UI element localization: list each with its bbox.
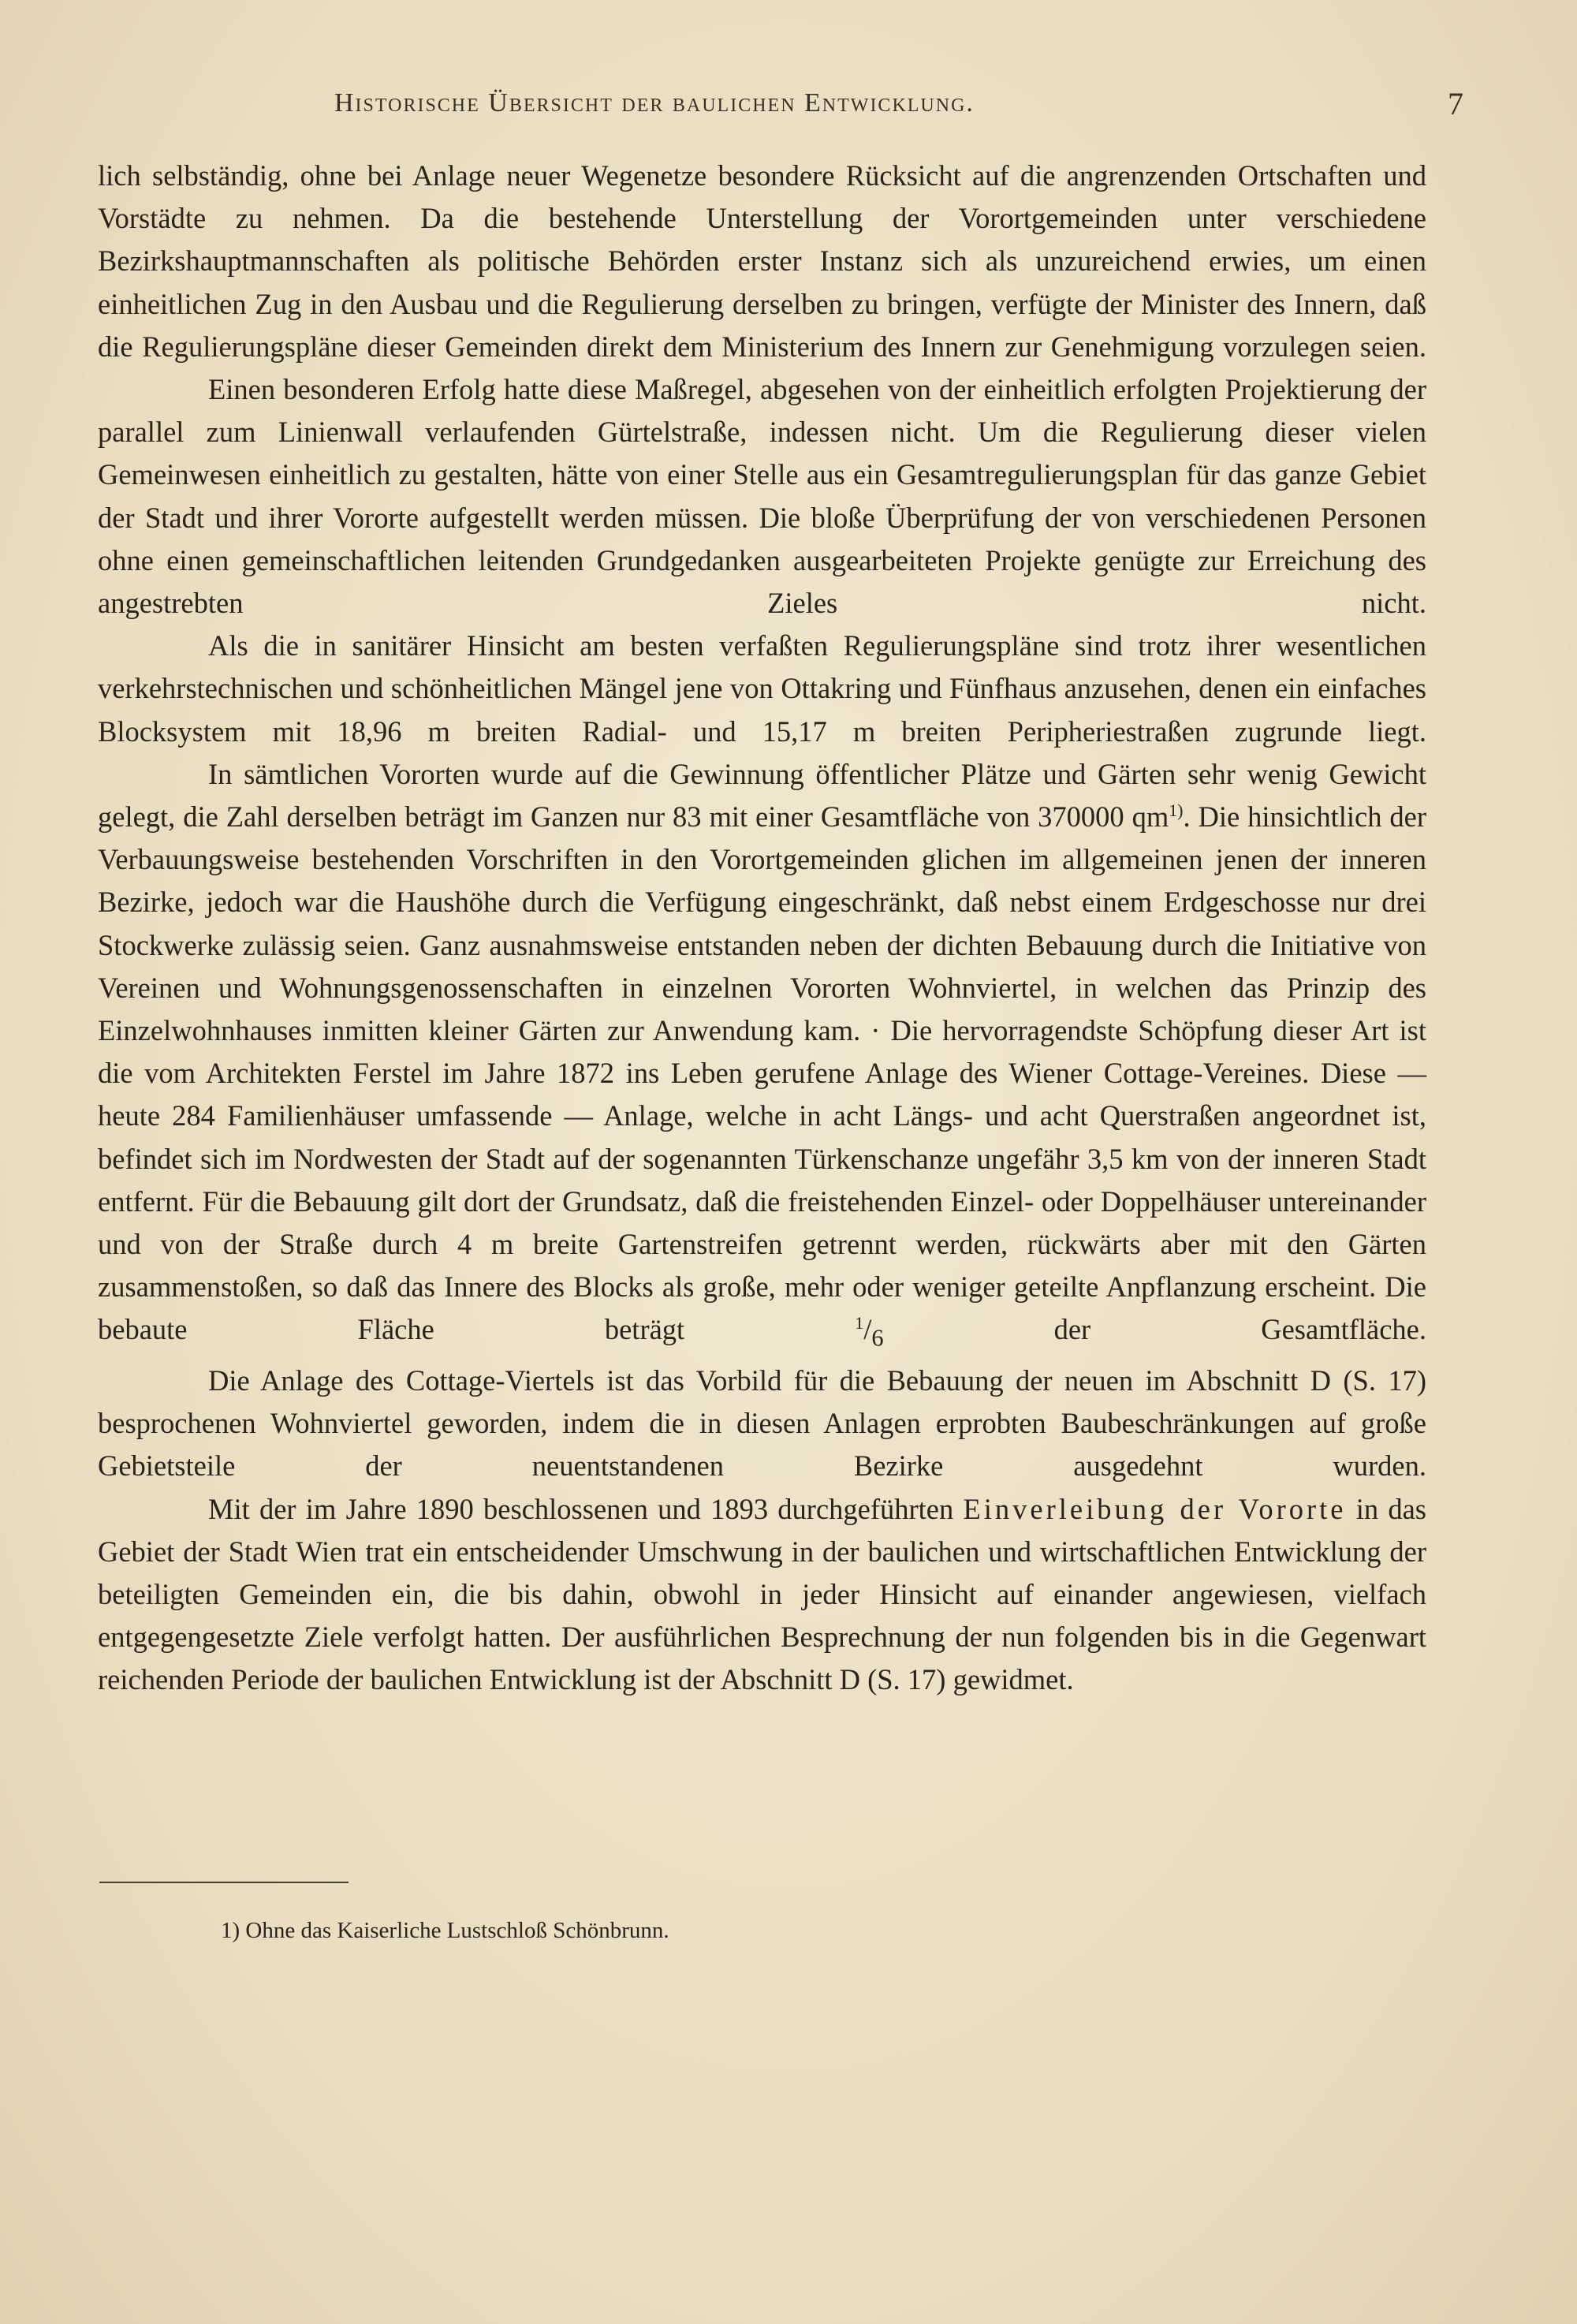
page-header — [98, 85, 1490, 132]
paragraph — [98, 1488, 1426, 1702]
paragraph-text: In sämtlichen Vororten wurde auf die Gewinnung öffentlicher Plätze und Gärten sehr wenig Gewicht gelegt, die Zahl derselben beträgt im Ganzen nur 83 mit einer Gesamtfläche von 370000 qm — [98, 757, 1426, 834]
paragraph-text: Die Anlage des Cottage-Viertels ist das Vorbild für die Bebauung der neuen im Abschnitt D (S. 17) besprochenen Wohnviertel geworden, indem die in diesen Anlagen erprobten Baubeschränkungen auf große Gebietsteile der neuentstandenen Bezirke ausgedehnt wurden. — [98, 1363, 1426, 1483]
fraction-denominator: 6 — [871, 1324, 884, 1352]
paragraph-text: lich selbständig, ohne bei Anlage neuer Wegenetze besondere Rücksicht auf die angrenzenden Ortschaften und Vorstädte zu nehmen. Da die bestehende Unterstellung der Vorortgemeinden unter verschiedene Bezirkshauptmannschaften als politische Behörden erster Instanz sich als unzureichend erwies, um einen einheitlichen Zug in den Ausbau und die Regulierung derselben zu bringen, verfügte der Minister des Innern, daß die Regulierungspläne dieser Gemeinden direkt dem Ministerium des Innern zur Genehmigung vorzulegen seien. — [98, 159, 1426, 363]
paragraph — [98, 155, 1426, 368]
body-text — [98, 155, 1426, 1702]
paragraph — [98, 368, 1426, 625]
paragraph-text: der Gesamtfläche. — [883, 1313, 1426, 1346]
paragraph-text: Einen besonderen Erfolg hatte diese Maßregel, abgesehen von der einheitlich erfolgten Projektierung der parallel zum Linienwall verlaufenden Gürtelstraße, indessen nicht. Um die Regulierung dieser vielen Gemeinwesen einheitlich zu gestalten, hätte von einer Stelle aus ein Gesamtregulierungsplan für das ganze Gebiet der Stadt und ihrer Vororte aufgestellt werden müssen. Die bloße Überprüfung der von verschiedenen Personen ohne einen gemeinschaftlichen leitenden Grundgedanken ausgearbeiteten Projekte genügte zur Erreichung des angestrebten Zieles nicht. — [98, 373, 1426, 620]
paragraph-text: in das Gebiet der Stadt Wien trat ein entscheidender Umschwung in der baulichen und wirtschaftlichen Entwicklung der beteiligten Gemeinden ein, die bis dahin, obwohl in jeder Hinsicht auf einander angewiesen, vielfach entgegengesetzte Ziele verfolgt hatten. Der ausführlichen Besprechnung der nun folgenden bis in die Gegenwart reichenden Periode der baulichen Entwicklung ist der Abschnitt D (S. 17) gewidmet. — [98, 1492, 1426, 1696]
footnote-reference: 1) — [1169, 800, 1184, 820]
running-head: Historische Übersicht der baulichen Entwicklung. — [334, 88, 975, 118]
footnote-text: Ohne das Kaiserliche Lustschloß Schönbrunn. — [245, 1918, 669, 1943]
paragraph — [98, 1360, 1426, 1488]
paragraph-text: Als die in sanitärer Hinsicht am besten verfaßten Regulierungspläne sind trotz ihrer wesentlichen verkehrstechnischen und schönheitlichen Mängel jene von Ottakring und Fünfhaus anzusehen, denen ein einfaches Blocksystem mit 18,96 m breiten Radial- und 15,17 m breiten Peripheriestraßen zugrunde liegt. — [98, 629, 1426, 748]
paragraph-text: Mit der im Jahre 1890 beschlossenen und 1893 durchgeführten — [208, 1492, 964, 1525]
fraction-numerator: 1 — [855, 1313, 864, 1334]
paragraph — [98, 625, 1426, 753]
footnote — [221, 1918, 669, 1944]
footnote-divider — [99, 1882, 349, 1883]
emphasized-text: Einverleibung der Vororte — [963, 1492, 1347, 1525]
page-number: 7 — [1448, 86, 1463, 121]
footnote-marker: 1) — [221, 1918, 240, 1943]
paragraph — [98, 753, 1426, 1360]
fraction: $^1/_6$ — [855, 1313, 884, 1352]
paragraph-text: . Die hinsichtlich der Verbauungsweise bestehenden Vorschriften in den Vorortgemeinden glichen im allgemeinen jenen der inneren Bezirke, jedoch war die Haushöhe durch die Verfügung eingeschränkt, daß nebst einem Erdgeschosse nur drei Stockwerke zulässig seien. Ganz ausnahmsweise entstanden neben der dichten Bebauung durch die Initiative von Vereinen und Wohnungsgenossenschaften in einzelnen Vororten Wohnviertel, in welchen das Prinzip des Einzelwohnhauses inmitten kleiner Gärten zur Anwendung kam. · Die hervorragendste Schöpfung dieser Art ist die vom Architekten Ferstel im Jahre 1872 ins Leben gerufene Anlage des Wiener Cottage-Vereines. Diese — heute 284 Familienhäuser umfassende — Anlage, welche in acht Längs- und acht Querstraßen angeordnet ist, befindet sich im Nordwesten der Stadt auf der sogenannten Türkenschanze ungefähr 3,5 km von der inneren Stadt entfernt. Für die Bebauung gilt dort der Grundsatz, daß die freistehenden Einzel- oder Doppelhäuser untereinander und von der Straße durch 4 m breite Gartenstreifen getrennt werden, rückwärts aber mit den Gärten zusammenstoßen, so daß das Innere des Blocks als große, mehr oder weniger geteilte Anpflanzung erscheint. Die bebaute Fläche beträgt — [98, 800, 1426, 1346]
